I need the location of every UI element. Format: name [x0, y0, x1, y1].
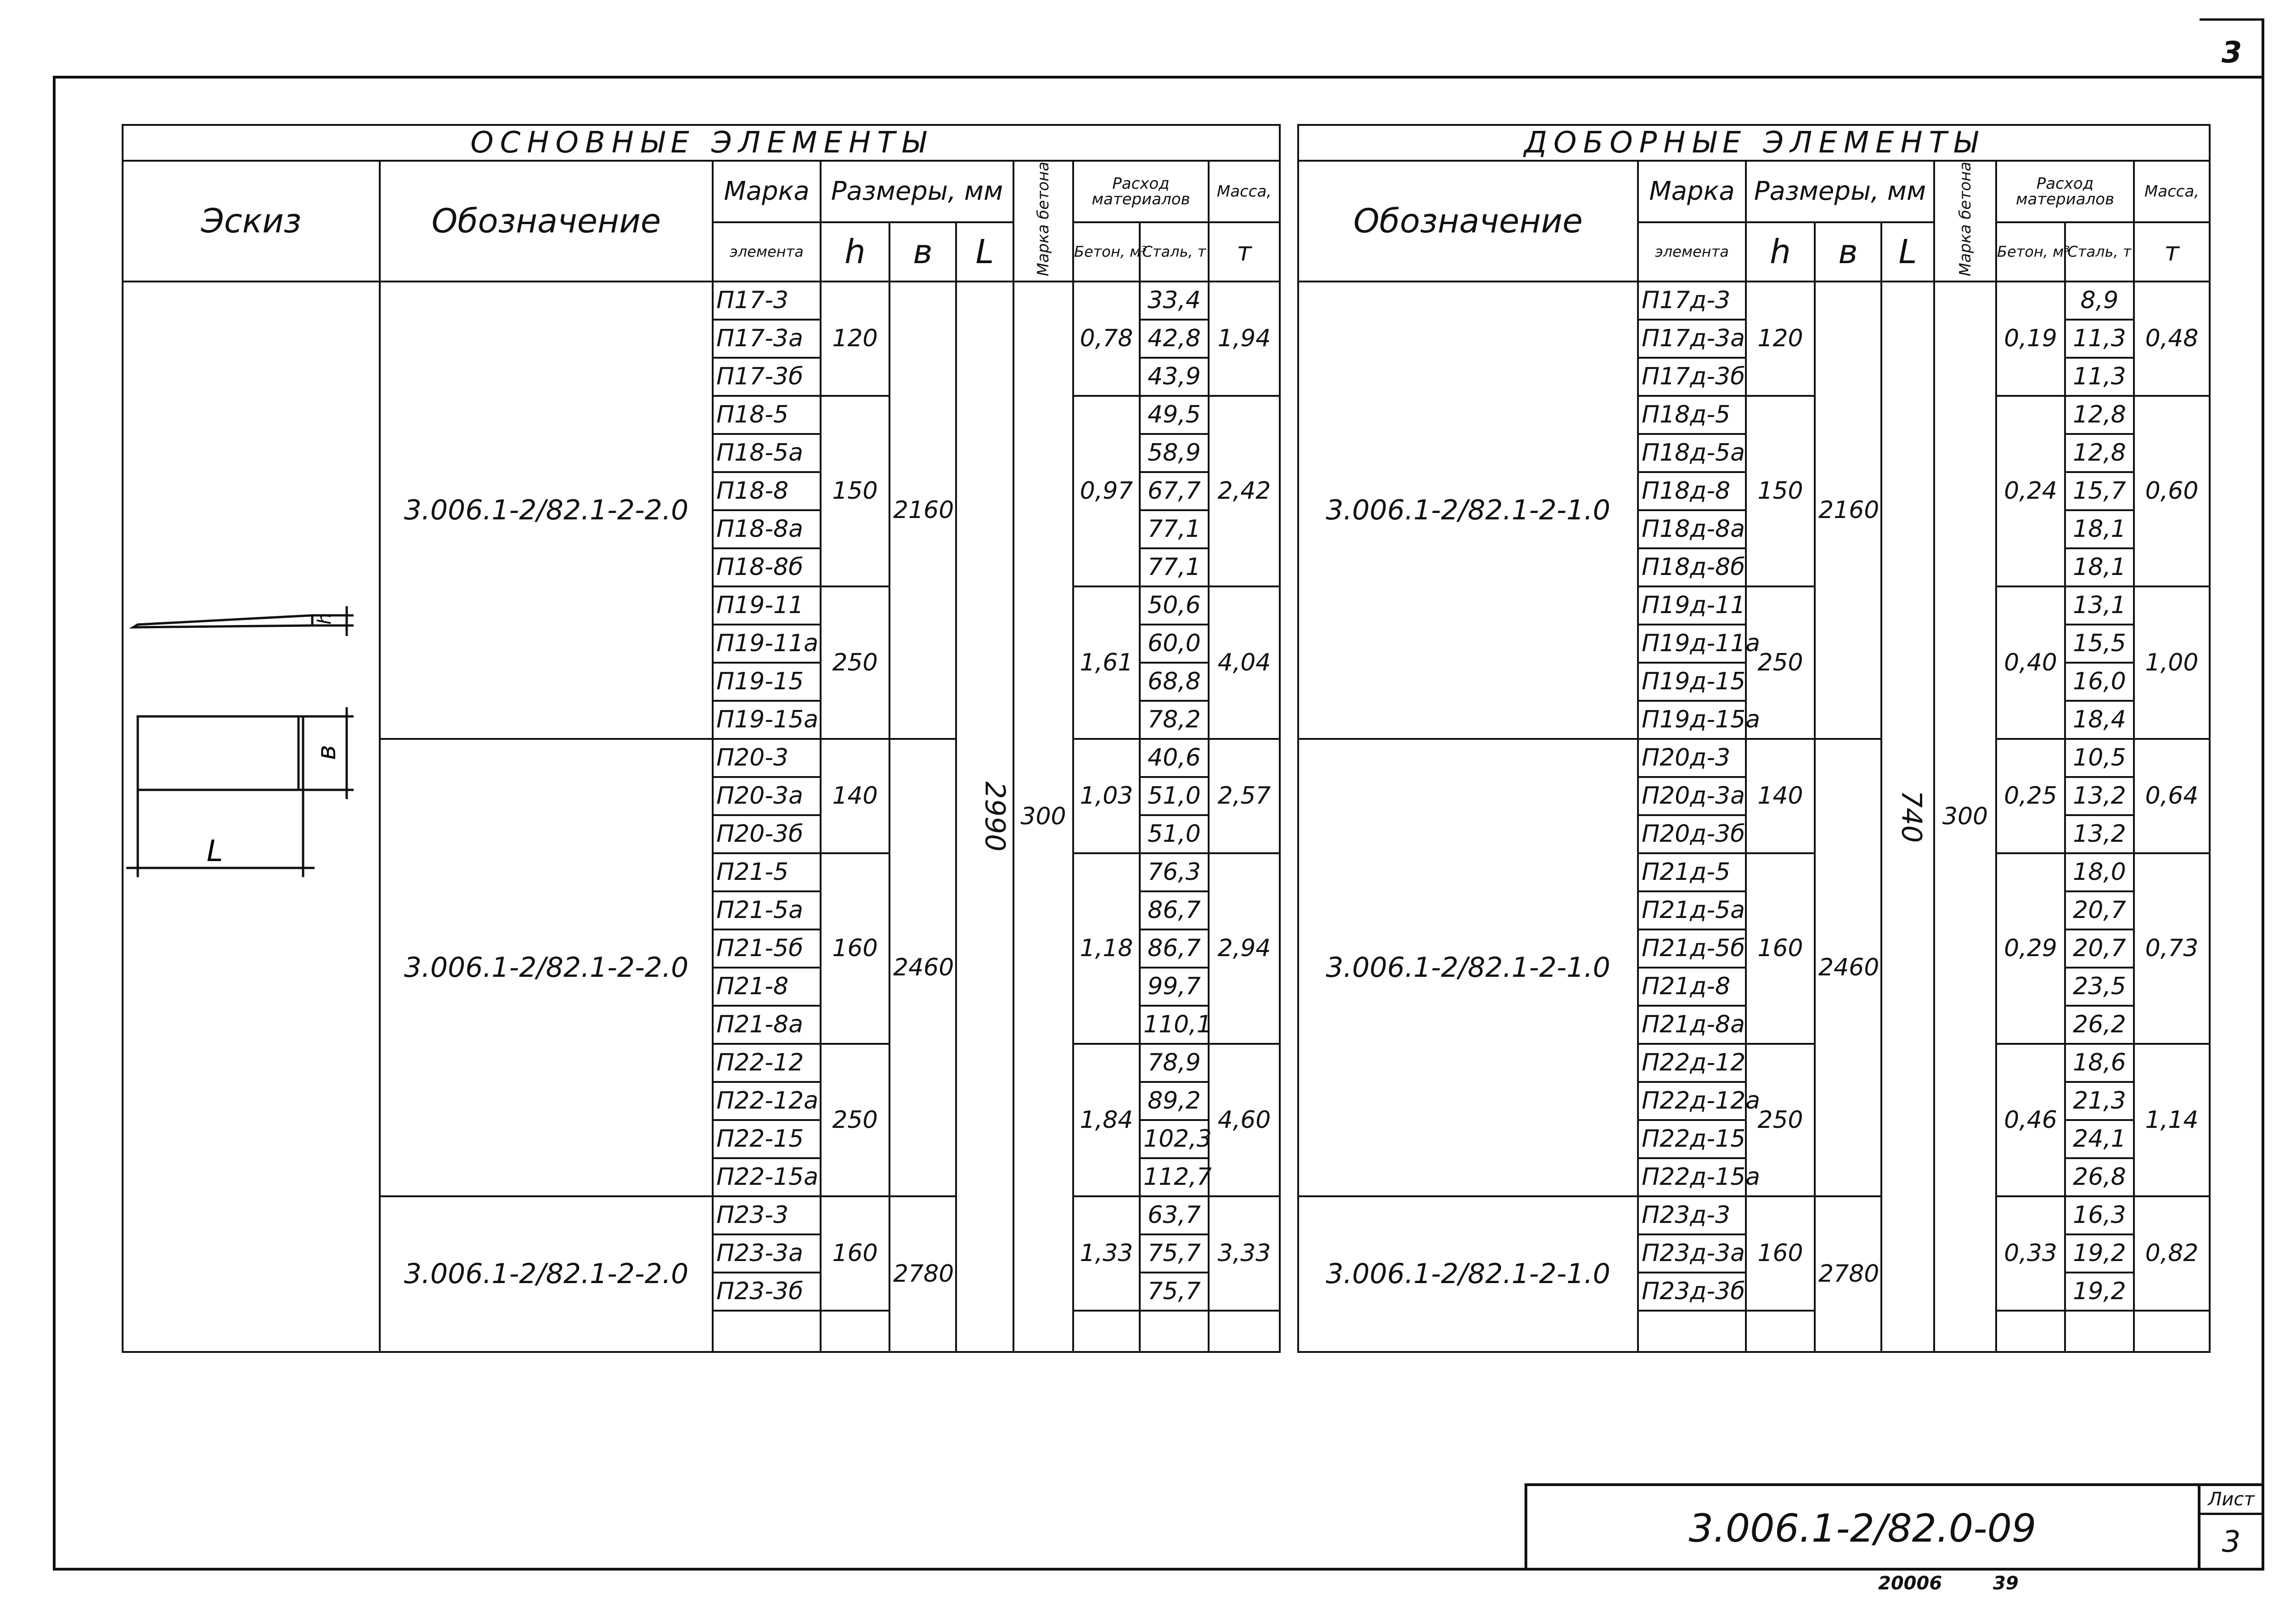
- extra-header-concrete-grade: Марка бетона: [1934, 161, 1996, 282]
- steel-cell: 99,7: [1140, 968, 1209, 1006]
- mark-cell: П20-3б: [713, 815, 821, 853]
- mark-cell: П18д-8а: [1638, 510, 1746, 548]
- mass-cell: 2,42: [1209, 396, 1280, 586]
- steel-cell: 21,3: [2065, 1082, 2134, 1120]
- steel-cell: 68,8: [1140, 663, 1209, 701]
- steel-cell-blank: [1140, 1311, 1209, 1352]
- designation-cell: 3.006.1-2/82.1-2-2.0: [380, 282, 713, 739]
- mark-cell: П18-5а: [713, 434, 821, 472]
- footer-stamp-number: 39: [1993, 1573, 2019, 1594]
- steel-cell: 75,7: [1140, 1273, 1209, 1311]
- steel-cell: 13,2: [2065, 815, 2134, 853]
- concrete-cell: 0,97: [1073, 396, 1140, 586]
- mark-cell: П23-3а: [713, 1234, 821, 1273]
- mark-cell: П17-3: [713, 282, 821, 320]
- mark-cell: П17-3б: [713, 358, 821, 396]
- steel-cell: 18,1: [2065, 510, 2134, 548]
- mass-cell: 0,60: [2134, 396, 2210, 586]
- mass-cell: 1,94: [1209, 282, 1280, 396]
- concrete-cell-blank: [1073, 1311, 1140, 1352]
- mark-cell: П23д-3б: [1638, 1273, 1746, 1311]
- mark-cell: П21-5: [713, 853, 821, 891]
- mark-cell: П17-3а: [713, 320, 821, 358]
- extra-table-title: ДОБОРНЫЕ ЭЛЕМЕНТЫ: [1298, 125, 2210, 161]
- steel-cell: 78,9: [1140, 1044, 1209, 1082]
- mark-cell: П23д-3а: [1638, 1234, 1746, 1273]
- extra-header-concrete: Бетон, м³: [1996, 222, 2065, 282]
- steel-cell: 13,1: [2065, 586, 2134, 625]
- extra-header-h: h: [1746, 222, 1815, 282]
- mass-cell-blank: [2134, 1311, 2210, 1352]
- steel-cell: 8,9: [2065, 282, 2134, 320]
- mark-cell: П20д-3а: [1638, 777, 1746, 815]
- steel-cell: 51,0: [1140, 815, 1209, 853]
- footer-stamp: [1878, 1573, 2071, 1600]
- L-cell: 740: [1881, 282, 1934, 1352]
- steel-cell: 78,2: [1140, 701, 1209, 739]
- mark-cell: П22д-12а: [1638, 1082, 1746, 1120]
- mass-cell: 0,64: [2134, 739, 2210, 853]
- mark-cell: П18-8: [713, 472, 821, 510]
- mark-cell: П19д-15: [1638, 663, 1746, 701]
- mark-cell: П20-3а: [713, 777, 821, 815]
- mark-cell: П17д-3: [1638, 282, 1746, 320]
- header-mass-unit: т: [1209, 222, 1280, 282]
- h-cell: 250: [821, 586, 889, 739]
- extra-header-mass: Масса,: [2134, 161, 2210, 222]
- mark-cell: П18д-8: [1638, 472, 1746, 510]
- b-cell: 2780: [1815, 1196, 1881, 1352]
- steel-cell: 75,7: [1140, 1234, 1209, 1273]
- extra-header-consumption: Расход материалов: [1996, 161, 2134, 222]
- concrete-cell: 0,24: [1996, 396, 2065, 586]
- extra-header-mark-sub: элемента: [1638, 222, 1746, 282]
- mark-cell: П18д-5а: [1638, 434, 1746, 472]
- mark-cell: П20-3: [713, 739, 821, 777]
- steel-cell: 33,4: [1140, 282, 1209, 320]
- h-cell-blank: [1746, 1311, 1815, 1352]
- sketch-dim-L: L: [207, 834, 223, 868]
- mark-cell: П18-5: [713, 396, 821, 434]
- steel-cell: 51,0: [1140, 777, 1209, 815]
- sheet-box: [2198, 1486, 2262, 1571]
- steel-cell: 10,5: [2065, 739, 2134, 777]
- steel-cell: 110,1: [1140, 1006, 1209, 1044]
- header-mass: Масса,: [1209, 161, 1280, 222]
- steel-cell: 50,6: [1140, 586, 1209, 625]
- mark-cell: П21-5б: [713, 929, 821, 968]
- h-cell: 150: [821, 396, 889, 586]
- mark-cell: П23-3: [713, 1196, 821, 1234]
- extra-header-mass-unit: т: [2134, 222, 2210, 282]
- b-cell: 2460: [889, 739, 956, 1196]
- sketch-dim-b: в: [312, 744, 342, 760]
- mass-cell: 4,60: [1209, 1044, 1280, 1196]
- mark-cell: П22-15а: [713, 1158, 821, 1196]
- steel-cell: 86,7: [1140, 929, 1209, 968]
- mark-cell: П21-8: [713, 968, 821, 1006]
- mass-cell: 2,94: [1209, 853, 1280, 1044]
- designation-cell: 3.006.1-2/82.1-2-1.0: [1298, 282, 1638, 739]
- steel-cell: 76,3: [1140, 853, 1209, 891]
- main-table-title: ОСНОВНЫЕ ЭЛЕМЕНТЫ: [123, 125, 1280, 161]
- header-steel: Сталь, т: [1140, 222, 1209, 282]
- steel-cell: 86,7: [1140, 891, 1209, 929]
- L-cell: 2990: [956, 282, 1013, 1352]
- h-cell: 150: [1746, 396, 1815, 586]
- h-cell: 250: [1746, 1044, 1815, 1196]
- mark-cell: П19-15: [713, 663, 821, 701]
- mark-cell: П19д-11а: [1638, 625, 1746, 663]
- mark-cell: П17д-3б: [1638, 358, 1746, 396]
- designation-cell: 3.006.1-2/82.1-2-1.0: [1298, 1196, 1638, 1352]
- steel-cell: 15,7: [2065, 472, 2134, 510]
- mark-cell: П21д-8а: [1638, 1006, 1746, 1044]
- steel-cell: 26,8: [2065, 1158, 2134, 1196]
- steel-cell: 42,8: [1140, 320, 1209, 358]
- frame-right-edge: [2262, 18, 2264, 1571]
- concrete-cell: 1,33: [1073, 1196, 1140, 1311]
- footer-stamp-code: 20006: [1878, 1573, 1942, 1594]
- sketch-dim-h: h: [314, 613, 335, 625]
- concrete-cell: 1,84: [1073, 1044, 1140, 1196]
- mark-cell: П21-8а: [713, 1006, 821, 1044]
- steel-cell: 43,9: [1140, 358, 1209, 396]
- mark-cell: П23д-3: [1638, 1196, 1746, 1234]
- corner-page-number: 3: [2221, 36, 2242, 70]
- title-block: [1525, 1483, 2262, 1571]
- extra-header-L: L: [1881, 222, 1934, 282]
- extra-elements-table: [1297, 124, 2211, 1353]
- slab-sketch: [119, 592, 367, 886]
- mark-cell: П21д-5б: [1638, 929, 1746, 968]
- header-designation: Обозначение: [380, 161, 713, 282]
- mark-cell: П17д-3а: [1638, 320, 1746, 358]
- b-cell: 2780: [889, 1196, 956, 1352]
- mass-cell: 0,48: [2134, 282, 2210, 396]
- header-L: L: [956, 222, 1013, 282]
- mark-cell: П18-8б: [713, 548, 821, 586]
- concrete-cell: 1,03: [1073, 739, 1140, 853]
- table-row: [1298, 1196, 2210, 1234]
- document-code: 3.006.1-2/82.0-09: [1688, 1506, 2037, 1551]
- steel-cell: 18,0: [2065, 853, 2134, 891]
- steel-cell: 16,3: [2065, 1196, 2134, 1234]
- steel-cell: 77,1: [1140, 548, 1209, 586]
- steel-cell: 12,8: [2065, 396, 2134, 434]
- b-cell: 2160: [1815, 282, 1881, 739]
- mass-cell: 1,00: [2134, 586, 2210, 739]
- header-mark-sub: элемента: [713, 222, 821, 282]
- steel-cell: 16,0: [2065, 663, 2134, 701]
- header-b: в: [889, 222, 956, 282]
- steel-cell: 40,6: [1140, 739, 1209, 777]
- mark-cell: П22-12: [713, 1044, 821, 1082]
- mass-cell: 4,04: [1209, 586, 1280, 739]
- steel-cell: 49,5: [1140, 396, 1209, 434]
- steel-cell: 58,9: [1140, 434, 1209, 472]
- steel-cell: 23,5: [2065, 968, 2134, 1006]
- designation-cell: 3.006.1-2/82.1-2-1.0: [1298, 739, 1638, 1196]
- mark-cell: П23-3б: [713, 1273, 821, 1311]
- header-concrete-grade: Марка бетона: [1013, 161, 1073, 282]
- steel-cell: 89,2: [1140, 1082, 1209, 1120]
- grade-cell: 300: [1934, 282, 1996, 1352]
- mark-cell: П21д-5: [1638, 853, 1746, 891]
- extra-header-sizes: Размеры, мм: [1746, 161, 1934, 222]
- mark-cell: П21д-8: [1638, 968, 1746, 1006]
- extra-header-designation: Обозначение: [1298, 161, 1638, 282]
- h-cell: 160: [1746, 853, 1815, 1044]
- steel-cell: 18,4: [2065, 701, 2134, 739]
- table-row: [123, 282, 1280, 320]
- steel-cell: 77,1: [1140, 510, 1209, 548]
- steel-cell: 102,3: [1140, 1120, 1209, 1158]
- concrete-cell: 0,19: [1996, 282, 2065, 396]
- mark-cell: П22д-15а: [1638, 1158, 1746, 1196]
- steel-cell: 67,7: [1140, 472, 1209, 510]
- slab-plan: [138, 716, 303, 790]
- h-cell: 160: [821, 853, 889, 1044]
- steel-cell: 18,1: [2065, 548, 2134, 586]
- steel-cell: 20,7: [2065, 929, 2134, 968]
- h-cell: 120: [821, 282, 889, 396]
- table-row: [1298, 282, 2210, 320]
- concrete-cell: 0,78: [1073, 282, 1140, 396]
- mark-cell: П22д-15: [1638, 1120, 1746, 1158]
- concrete-cell: 0,29: [1996, 853, 2065, 1044]
- steel-cell: 112,7: [1140, 1158, 1209, 1196]
- steel-cell: 20,7: [2065, 891, 2134, 929]
- h-cell: 140: [1746, 739, 1815, 853]
- concrete-cell: 0,25: [1996, 739, 2065, 853]
- mark-cell: П18д-8б: [1638, 548, 1746, 586]
- h-cell: 120: [1746, 282, 1815, 396]
- mark-cell: П22-15: [713, 1120, 821, 1158]
- extra-header-mark: Марка: [1638, 161, 1746, 222]
- header-h: h: [821, 222, 889, 282]
- header-consumption: Расход материалов: [1073, 161, 1209, 222]
- mark-cell: П18д-5: [1638, 396, 1746, 434]
- sheet-number: 3: [2222, 1525, 2241, 1559]
- h-cell: 140: [821, 739, 889, 853]
- steel-cell: 19,2: [2065, 1234, 2134, 1273]
- h-cell-blank: [821, 1311, 889, 1352]
- h-cell: 160: [821, 1196, 889, 1311]
- mass-cell: 0,82: [2134, 1196, 2210, 1311]
- concrete-cell: 0,46: [1996, 1044, 2065, 1196]
- mark-cell: П19д-15а: [1638, 701, 1746, 739]
- steel-cell: 18,6: [2065, 1044, 2134, 1082]
- steel-cell: 15,5: [2065, 625, 2134, 663]
- steel-cell: 26,2: [2065, 1006, 2134, 1044]
- concrete-cell: 0,40: [1996, 586, 2065, 739]
- extra-header-b: в: [1815, 222, 1881, 282]
- sheet-label: Лист: [2200, 1486, 2262, 1515]
- h-cell: 250: [821, 1044, 889, 1196]
- h-cell: 160: [1746, 1196, 1815, 1311]
- steel-cell: 12,8: [2065, 434, 2134, 472]
- h-cell: 250: [1746, 586, 1815, 739]
- mark-cell: П22-12а: [713, 1082, 821, 1120]
- mass-cell: 1,14: [2134, 1044, 2210, 1196]
- steel-cell: 13,2: [2065, 777, 2134, 815]
- steel-cell: 63,7: [1140, 1196, 1209, 1234]
- table-row: [1298, 739, 2210, 777]
- b-cell: 2160: [889, 282, 956, 739]
- corner-top-line: [2200, 18, 2264, 21]
- steel-cell: 11,3: [2065, 320, 2134, 358]
- steel-cell: 19,2: [2065, 1273, 2134, 1311]
- mark-cell: П22д-12: [1638, 1044, 1746, 1082]
- mark-cell: П19-11: [713, 586, 821, 625]
- b-cell: 2460: [1815, 739, 1881, 1196]
- header-concrete: Бетон, м³: [1073, 222, 1140, 282]
- header-mark: Марка: [713, 161, 821, 222]
- mass-cell-blank: [1209, 1311, 1280, 1352]
- mark-cell: П18-8а: [713, 510, 821, 548]
- mark-cell: П21-5а: [713, 891, 821, 929]
- steel-cell: 24,1: [2065, 1120, 2134, 1158]
- steel-cell-blank: [2065, 1311, 2134, 1352]
- designation-cell: 3.006.1-2/82.1-2-2.0: [380, 1196, 713, 1352]
- concrete-cell-blank: [1996, 1311, 2065, 1352]
- mass-cell: 3,33: [1209, 1196, 1280, 1311]
- mass-cell: 2,57: [1209, 739, 1280, 853]
- steel-cell: 11,3: [2065, 358, 2134, 396]
- mark-cell: П19д-11: [1638, 586, 1746, 625]
- header-sizes: Размеры, мм: [821, 161, 1013, 222]
- designation-cell: 3.006.1-2/82.1-2-2.0: [380, 739, 713, 1196]
- concrete-cell: 0,33: [1996, 1196, 2065, 1311]
- mark-cell: П20д-3: [1638, 739, 1746, 777]
- mark-cell: П19-15а: [713, 701, 821, 739]
- extra-header-steel: Сталь, т: [2065, 222, 2134, 282]
- mark-cell: П21д-5а: [1638, 891, 1746, 929]
- concrete-cell: 1,61: [1073, 586, 1140, 739]
- steel-cell: 60,0: [1140, 625, 1209, 663]
- mass-cell: 0,73: [2134, 853, 2210, 1044]
- slab-profile: [133, 615, 312, 627]
- mark-cell: П20д-3б: [1638, 815, 1746, 853]
- grade-cell: 300: [1013, 282, 1073, 1352]
- mark-cell-blank: [1638, 1311, 1746, 1352]
- header-sketch: Эскиз: [123, 161, 380, 282]
- mark-cell: П19-11а: [713, 625, 821, 663]
- concrete-cell: 1,18: [1073, 853, 1140, 1044]
- mark-cell-blank: [713, 1311, 821, 1352]
